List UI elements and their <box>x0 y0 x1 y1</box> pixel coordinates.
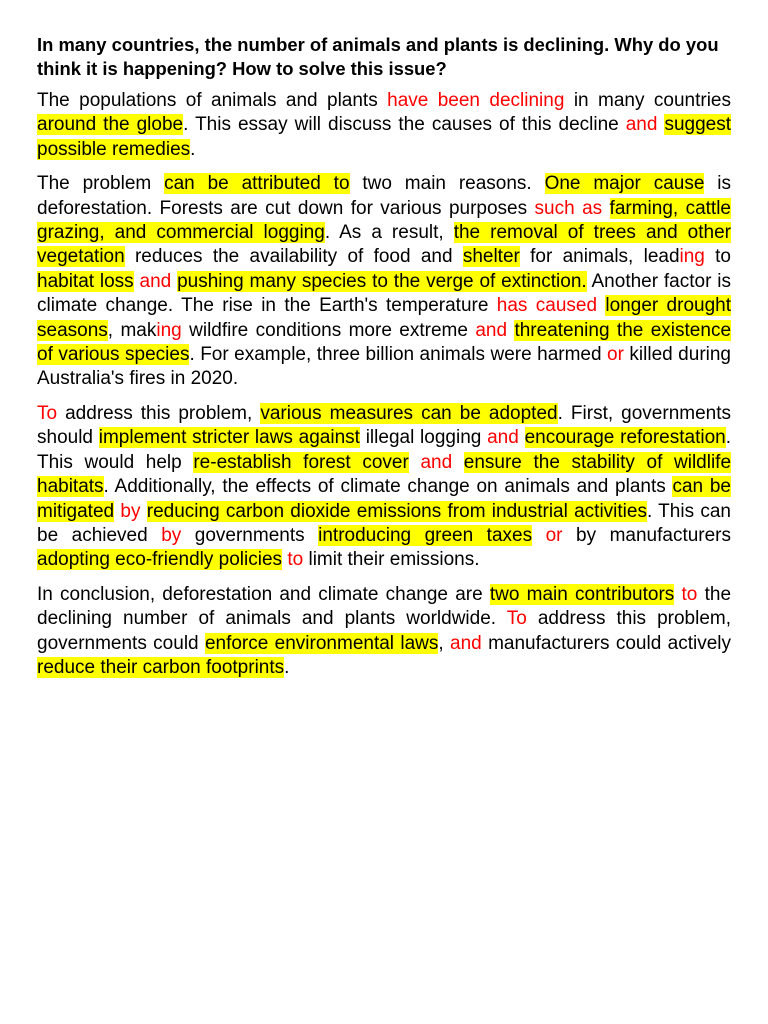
plain-text: , mak <box>107 319 157 341</box>
plain-text: two main reasons. <box>349 173 545 195</box>
emphasized-word: has caused <box>496 295 598 317</box>
essay-title: In many countries, the number of animals and plants is declining. Why do you think it is happening? How to solve this issue? <box>37 34 719 79</box>
plain-text: killed during Australia's fires in 2020. <box>37 344 732 390</box>
plain-text: governments <box>181 524 319 546</box>
plain-text: . This would help <box>37 427 732 473</box>
emphasized-word: and <box>420 451 453 473</box>
emphasized-word: and <box>625 114 658 136</box>
highlighted-phrase: shelter <box>462 246 520 268</box>
emphasized-word: and <box>139 270 172 292</box>
plain-text: The populations of animals and plants <box>37 90 388 111</box>
emphasized-word: or <box>545 524 563 546</box>
highlighted-phrase: various measures can be adopted <box>260 402 558 424</box>
highlighted-phrase: threatening the existence of various species <box>37 319 732 366</box>
plain-text: , <box>438 632 451 654</box>
plain-text: to <box>704 246 731 268</box>
plain-text: . Additionally, the effects of climate change on animals and plants <box>103 476 673 498</box>
plain-text: In conclusion, deforestation and climate change are <box>37 583 490 605</box>
plain-text: . This can be achieved <box>37 500 731 546</box>
highlighted-phrase: ensure the stability of wildlife habitats <box>37 451 732 498</box>
plain-text: for animals, lead <box>519 246 680 268</box>
emphasized-word: to <box>287 549 304 571</box>
highlighted-phrase: encourage reforestation <box>524 427 726 449</box>
highlighted-phrase: can be attributed to <box>164 173 350 195</box>
highlighted-phrase: re-establish forest cover <box>193 451 409 473</box>
plain-text: . <box>284 656 290 678</box>
plain-text: limit their emissions. <box>303 549 480 571</box>
plain-text: reduces the availability of food and <box>124 246 463 268</box>
emphasized-word: ing <box>156 319 182 341</box>
emphasized-word: or <box>607 344 624 366</box>
plain-text: . <box>190 138 196 160</box>
plain-text: manufacturers could actively <box>481 632 731 654</box>
plain-text: . As a result, <box>324 222 454 244</box>
plain-text: is deforestation. Forests are cut down for various purposes <box>37 173 731 219</box>
plain-text: . For example, three billion animals were harmed <box>189 344 608 366</box>
highlighted-phrase: suggest possible remedies <box>37 114 732 160</box>
plain-text <box>602 198 609 219</box>
emphasized-word: To <box>37 402 58 424</box>
plain-text <box>452 452 464 473</box>
plain-text: illegal logging <box>359 427 488 449</box>
plain-text: wildfire conditions more extreme <box>181 319 476 341</box>
highlighted-phrase: longer drought seasons <box>37 295 731 341</box>
emphasized-word: such as <box>534 197 603 219</box>
plain-text <box>409 452 421 473</box>
highlighted-phrase: pushing many species to the verge of extinction. <box>177 270 587 292</box>
highlighted-phrase: enforce environmental laws <box>204 632 439 654</box>
plain-text: The problem <box>37 173 165 195</box>
plain-text <box>140 501 146 522</box>
highlighted-phrase: One major cause <box>544 173 705 195</box>
emphasized-word: ing <box>679 246 705 268</box>
highlighted-phrase: around the globe <box>37 114 184 136</box>
plain-text <box>519 427 525 448</box>
emphasized-word: and <box>487 427 519 449</box>
highlighted-phrase: can be mitigated <box>37 476 732 522</box>
solutions-paragraph <box>37 402 731 573</box>
highlighted-phrase: adopting eco-friendly policies <box>37 549 283 571</box>
plain-text: Another factor is climate change. The rise in the Earth's temperature <box>37 270 731 317</box>
highlighted-phrase: introducing green taxes <box>318 524 533 546</box>
plain-text: in many countries <box>564 90 731 111</box>
highlighted-phrase: reducing carbon dioxide emissions from industrial activities <box>146 500 647 522</box>
plain-text: the declining number of animals and plants worldwide. <box>37 583 732 630</box>
causes-paragraph <box>37 172 731 392</box>
plain-text: address this problem, <box>57 402 261 424</box>
highlighted-phrase: reduce their carbon footprints <box>37 656 285 678</box>
highlighted-phrase: two main contributors <box>489 583 675 605</box>
emphasized-word: to <box>681 583 698 605</box>
plain-text: address this problem, governments could <box>37 608 731 654</box>
emphasized-word: by <box>120 500 141 522</box>
highlighted-phrase: farming, cattle grazing, and commercial logging <box>37 197 731 244</box>
emphasized-word: and <box>475 319 508 341</box>
conclusion-paragraph <box>37 583 731 681</box>
essay-document <box>37 33 731 690</box>
emphasized-word: To <box>506 608 527 630</box>
plain-text: . First, governments should <box>37 402 732 449</box>
plain-text: . This essay will discuss the causes of this decline <box>183 114 626 136</box>
highlighted-phrase: habitat loss <box>37 270 134 292</box>
plain-text <box>532 525 546 546</box>
emphasized-word: by <box>161 524 182 546</box>
highlighted-phrase: the removal of trees and other vegetation <box>37 222 731 268</box>
plain-text: by manufacturers <box>562 524 732 546</box>
emphasized-word: and <box>450 632 482 654</box>
highlighted-phrase: implement stricter laws against <box>98 427 360 449</box>
essay-body <box>37 89 731 680</box>
emphasized-word: have been declining <box>387 90 565 111</box>
plain-text <box>674 584 681 605</box>
intro-paragraph <box>37 89 731 162</box>
